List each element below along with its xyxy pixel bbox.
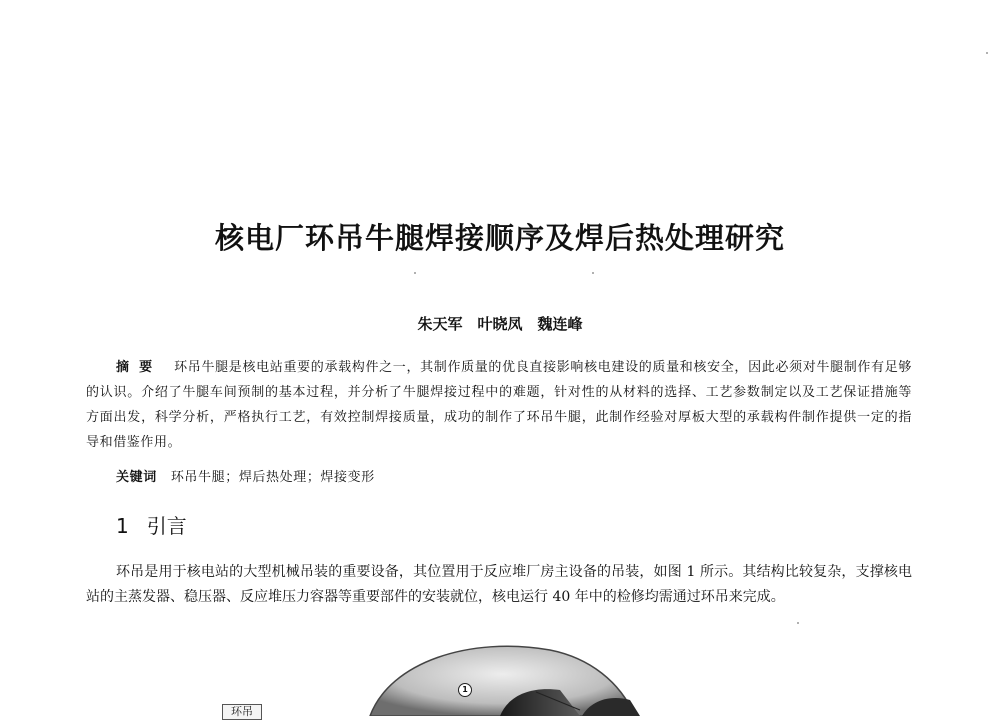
abstract-label: 摘要	[116, 360, 163, 375]
scan-speck	[414, 272, 416, 274]
section-number: 1	[116, 514, 129, 538]
section-heading	[116, 510, 187, 539]
containment-photo	[350, 642, 650, 716]
figure-1-photo	[350, 642, 650, 716]
paper-title: 核电厂环吊牛腿焊接顺序及焊后热处理研究	[214, 221, 785, 255]
keywords-block	[116, 466, 375, 485]
figure-marker: 1	[458, 683, 472, 697]
abstract-block	[86, 355, 912, 455]
intro-paragraph: 环吊是用于核电站的大型机械吊装的重要设备，其位置用于反应堆厂房主设备的吊装，如图 1 所示。其结构比较复杂，支撑核电站的主蒸发器、稳压器、反应堆压力容器等重要部件的安装就位，核电运行 40 年中的检修均需通过环吊来完成。	[86, 564, 912, 605]
scan-speck	[986, 52, 988, 54]
section-title: 引言	[146, 514, 187, 538]
author-list: 朱天军 叶晓凤 魏连峰	[417, 315, 583, 333]
figure-callout-label: 环吊	[222, 704, 262, 720]
abstract-text: 环吊牛腿是核电站重要的承载构件之一，其制作质量的优良直接影响核电建设的质量和核安全，因此必须对牛腿制作有足够的认识。介绍了牛腿车间预制的基本过程，并分析了牛腿焊接过程中的难题，针对性的从材料的选择、工艺参数制定以及工艺保证措施等方面出发，科学分析，严格执行工艺，有效控制焊接质量，成功的制作了环吊牛腿，此制作经验对厚板大型的承载构件制作提供一定的指导和借鉴作用。	[86, 360, 912, 450]
keywords-label: 关键词	[116, 470, 157, 485]
scan-speck	[797, 622, 799, 624]
keywords-text: 环吊牛腿；焊后热处理；焊接变形	[170, 470, 375, 485]
scan-speck	[592, 272, 594, 274]
